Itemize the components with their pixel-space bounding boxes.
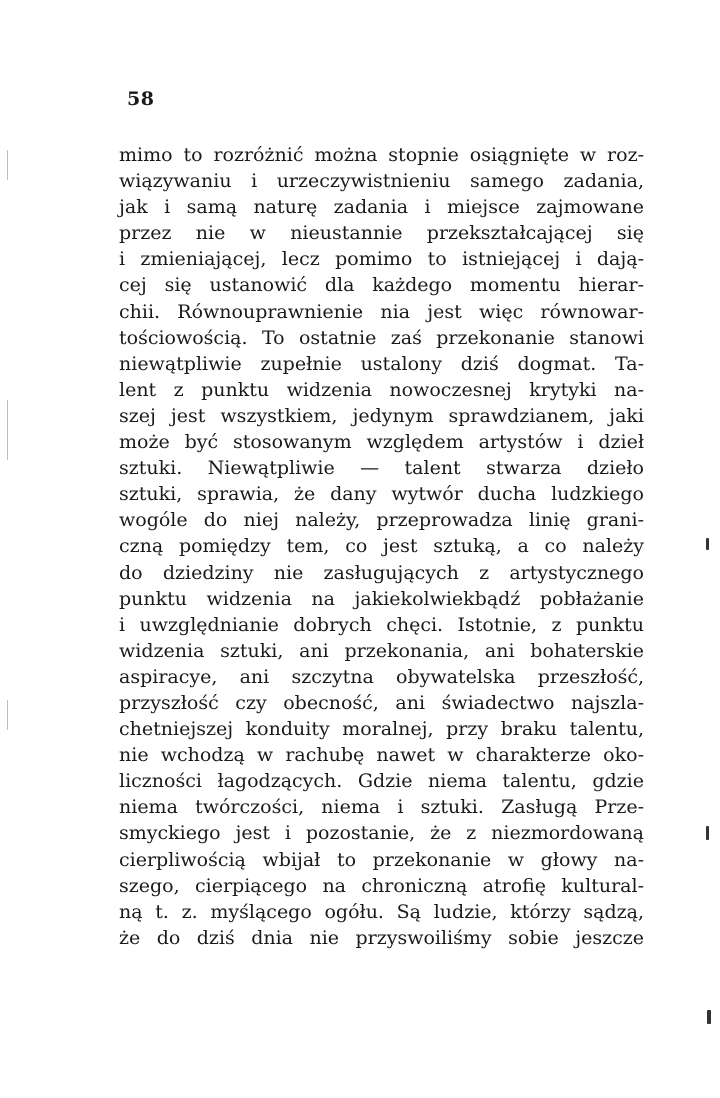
text-line: wiązywaniu i urzeczywistnieniu samego zadania, bbox=[119, 170, 644, 193]
scan-mark bbox=[707, 1010, 711, 1024]
text-line: nie wchodzą w rachubę nawet w charakterze oko- bbox=[119, 744, 644, 767]
text-line: szego, cierpiącego na chroniczną atrofię kultural- bbox=[119, 874, 644, 897]
text-line: do dziedziny nie zasługujących z artystycznego bbox=[119, 561, 644, 584]
text-line: może być stosowanym względem artystów i dzieł bbox=[119, 431, 644, 454]
text-line: liczności łagodzących. Gdzie niema talentu, gdzie bbox=[119, 770, 644, 793]
scan-mark bbox=[7, 400, 8, 460]
text-line: czną pomiędzy tem, co jest sztuką, a co należy bbox=[119, 535, 644, 558]
scan-mark bbox=[706, 538, 709, 550]
text-line: sztuki, sprawia, że dany wytwór ducha ludzkiego bbox=[119, 483, 644, 506]
page-number: 58 bbox=[127, 88, 155, 110]
text-line: przyszłość czy obecność, ani świadectwo najszla- bbox=[119, 691, 644, 714]
text-line: chetniejszej konduity moralnej, przy braku talentu, bbox=[119, 718, 644, 741]
text-line: lent z punktu widzenia nowoczesnej krytyki na- bbox=[119, 378, 644, 401]
text-line: niewątpliwie zupełnie ustalony dziś dogmat. Ta- bbox=[119, 352, 644, 375]
text-line: wogóle do niej należy, przeprowadza linię grani- bbox=[119, 509, 644, 532]
text-line: szej jest wszystkiem, jedynym sprawdzianem, jaki bbox=[119, 404, 644, 427]
text-line: niema twórczości, niema i sztuki. Zasługą Prze- bbox=[119, 796, 644, 819]
text-line: smyckiego jest i pozostanie, że z niezmordowaną bbox=[119, 822, 644, 845]
body-text bbox=[119, 142, 644, 951]
text-line: mimo to rozróżnić można stopnie osiągnięte w roz- bbox=[119, 144, 644, 166]
text-line: że do dziś dnia nie przyswoiliśmy sobie jeszcze bbox=[119, 926, 644, 949]
text-line: aspiracye, ani szczytna obywatelska przeszłość, bbox=[119, 665, 644, 688]
scan-mark bbox=[7, 700, 8, 730]
text-line: ną t. z. myślącego ogółu. Są ludzie, którzy sądzą, bbox=[119, 900, 644, 923]
text-line: cierpliwością wbijał to przekonanie w głowy na- bbox=[119, 848, 644, 871]
text-line: punktu widzenia na jakiekolwiekbądź pobłażanie bbox=[119, 587, 644, 610]
text-line: chii. Równouprawnienie nia jest więc równowar- bbox=[119, 300, 644, 323]
scan-mark bbox=[706, 826, 709, 840]
text-line: widzenia sztuki, ani przekonania, ani bohaterskie bbox=[119, 639, 644, 662]
text-line: tościowością. To ostatnie zaś przekonanie stanowi bbox=[119, 326, 644, 349]
text-line: i zmieniającej, lecz pomimo to istniejącej i dają- bbox=[119, 248, 644, 271]
text-line: cej się ustanowić dla każdego momentu hierar- bbox=[119, 274, 644, 297]
text-line: przez nie w nieustannie przekształcającej się bbox=[119, 222, 644, 245]
scan-mark bbox=[7, 150, 8, 180]
text-line: jak i samą naturę zadania i miejsce zajmowane bbox=[119, 196, 644, 219]
text-line: sztuki. Niewątpliwie — talent stwarza dzieło bbox=[119, 457, 644, 480]
text-line: i uwzględnianie dobrych chęci. Istotnie, z punktu bbox=[119, 613, 644, 636]
